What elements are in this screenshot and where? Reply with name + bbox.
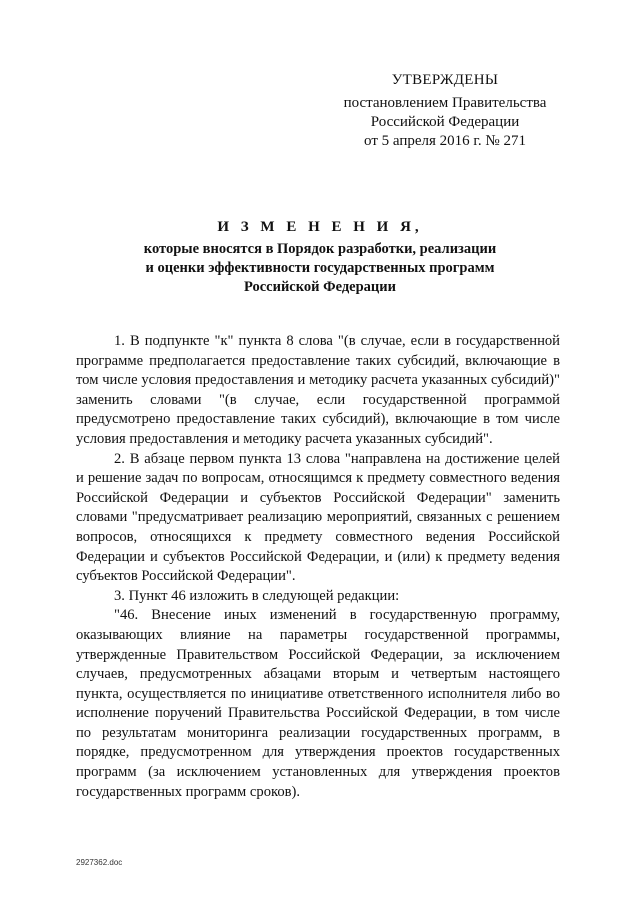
document-body: [76, 332, 560, 802]
heading-line-2: и оценки эффективности государственных программ: [145, 260, 495, 276]
approval-title: УТВЕРЖДЕНЫ: [391, 72, 499, 88]
paragraph-2: 2. В абзаце первом пункта 13 слова "направлена на достижение целей и решение задач по вопросам, относящимся к предмету совместного ведения Российской Федерации и субъектов Российской Федерации" заменить словами "предусматривает реализацию мероприятий, связанных с решением вопросов, относящихся к предмету совместного ведения Российской Федерации и субъектов Российской Федерации, и (или) к предмету ведения субъектов Российской Федерации".: [76, 450, 560, 585]
paragraph-4: "46. Внесение иных изменений в государственную программу, оказывающих влияние на параметры государственной программы, утвержденные Правительством Российской Федерации, за исключением случаев, предусмотренных абзацами вторым и четвертым настоящего пункта, осуществляется по инициативе ответственного исполнителя либо во исполнение поручений Правительства Российской Федерации, в том числе по результатам мониторинга реализации государственных программ, в порядке, предусмотренном для утверждения проектов государственных программ (за исключением установленных для утверждения проектов государственных программ сроков).: [76, 607, 560, 800]
heading-title: И З М Е Н Е Н И Я,: [217, 219, 423, 235]
document-file-code: 2927362.doc: [76, 858, 123, 867]
heading-line-1: которые вносятся в Порядок разработки, реализации: [143, 241, 497, 257]
paragraph-3: 3. Пункт 46 изложить в следующей редакции:: [114, 587, 400, 604]
approval-line-2: Российской Федерации: [370, 114, 520, 130]
approval-line-3: от 5 апреля 2016 г. № 271: [364, 133, 526, 149]
approval-line-1: постановлением Правительства: [343, 95, 547, 111]
heading-line-3: Российской Федерации: [243, 279, 396, 295]
paragraph-1: 1. В подпункте "к" пункта 8 слова "(в случае, если в государственной программе предполагается предоставление таких субсидий, включающие в том числе условия предоставления и методику расчета указанных субсидий)" заменить словами "(в случае, если государственной программой предусмотрено предоставление таких субсидий), включающие в том числе условия предоставления и методику расчета указанных субсидий".: [76, 333, 560, 447]
approval-stamp: [330, 71, 560, 151]
document-heading: [78, 218, 562, 297]
